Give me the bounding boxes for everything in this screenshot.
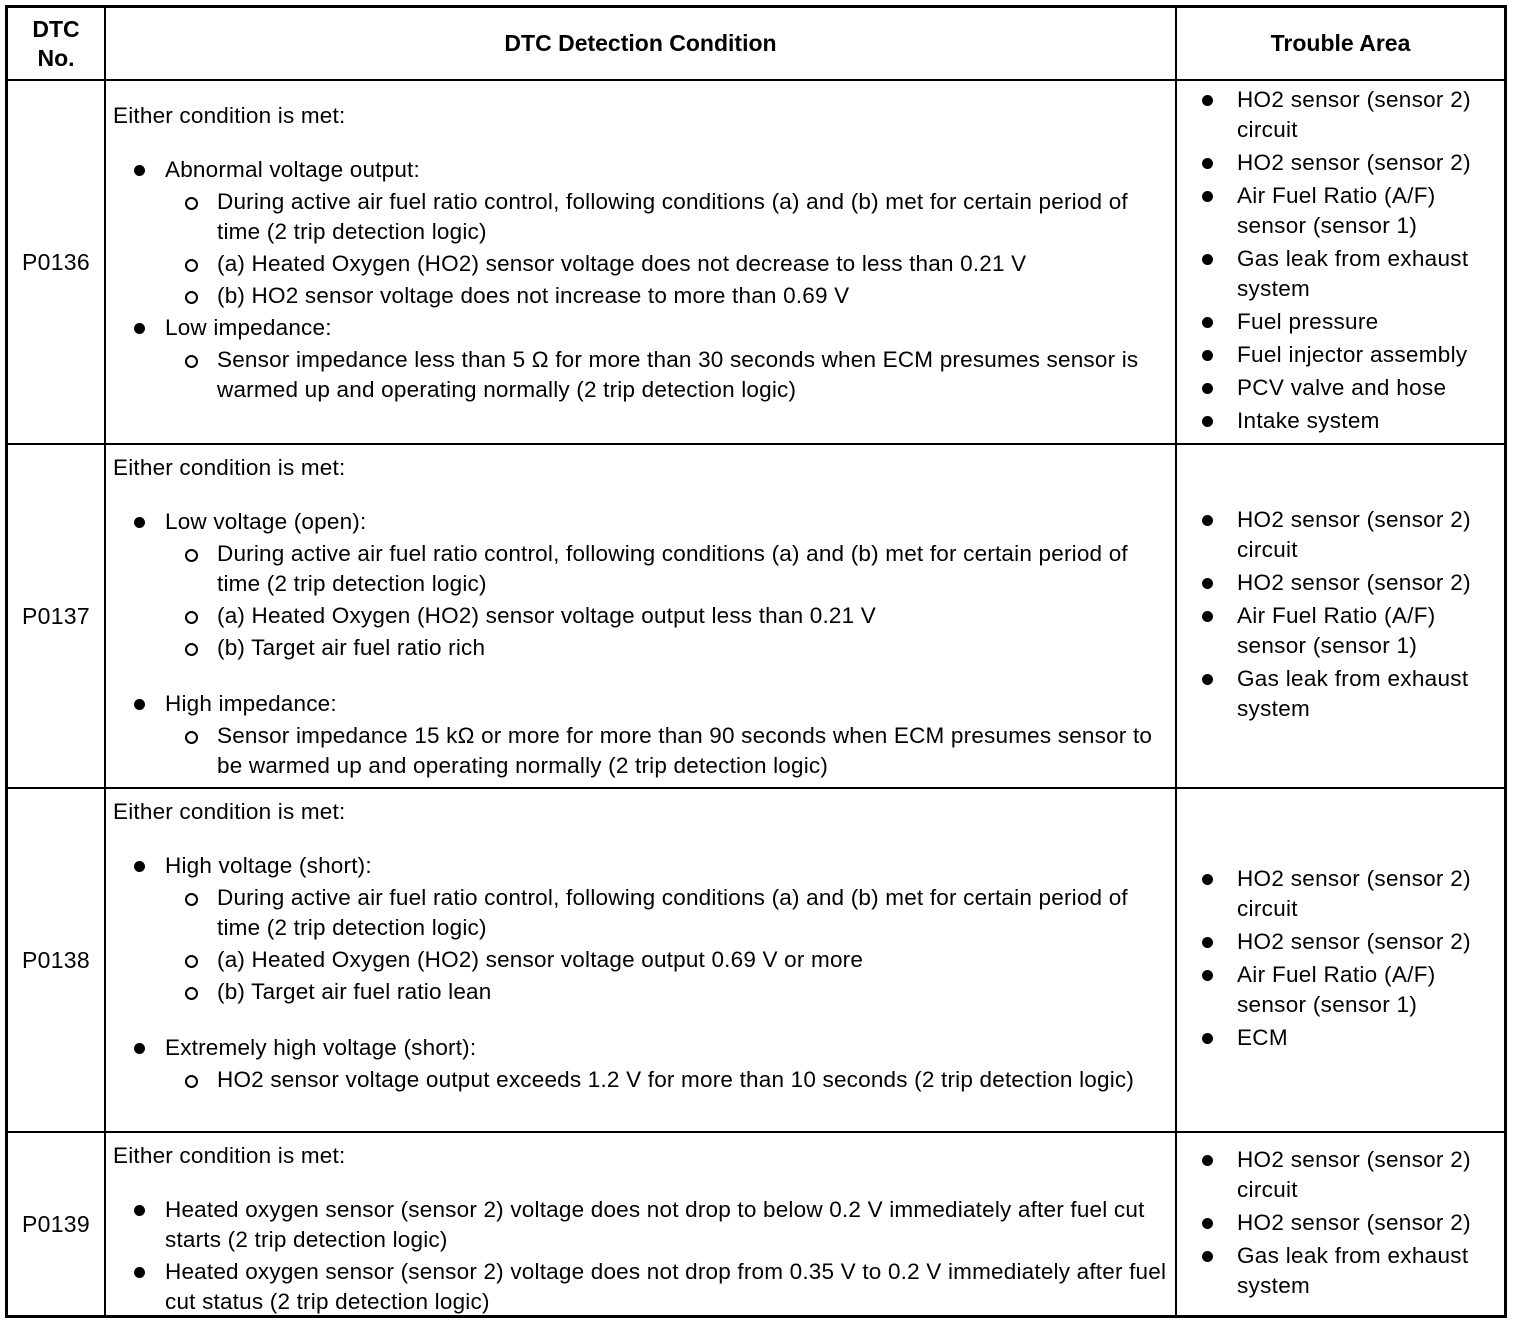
condition-cell (106, 1133, 1177, 1315)
condition-sub-bullet (113, 249, 1175, 279)
condition-sub-bullet-text: (b) Target air fuel ratio lean (217, 979, 492, 1004)
bullet-dot-icon (1202, 674, 1213, 685)
bullet-dot-icon (1202, 95, 1213, 106)
trouble-area-item (1200, 1241, 1504, 1301)
condition-sub-bullet-text: HO2 sensor voltage output exceeds 1.2 V for more than 10 seconds (2 trip detection logic) (217, 1067, 1135, 1092)
dtc-cell (8, 81, 106, 443)
condition-sub-bullet-text: Sensor impedance less than 5 Ω for more than 30 seconds when ECM presumes sensor is warmed up and operating normally (2 trip detection logic) (217, 347, 1139, 402)
bullet-dot-icon (134, 699, 145, 710)
condition-bullet (113, 689, 1175, 719)
table-row (8, 787, 1504, 1131)
bullet-dot-icon (1202, 1251, 1213, 1262)
trouble-area-item (1200, 1208, 1504, 1238)
condition-bullet-text: High impedance: (165, 691, 337, 716)
bullet-ring-icon (185, 643, 198, 656)
condition-header-label: DTC Detection Condition (504, 30, 777, 56)
condition-lead: Either condition is met: (113, 103, 346, 128)
bullet-dot-icon (1202, 515, 1213, 526)
trouble-area-item (1200, 85, 1504, 145)
trouble-area-header-label: Trouble Area (1270, 30, 1411, 56)
bullet-ring-icon (185, 355, 198, 368)
trouble-area-item (1200, 664, 1504, 724)
dtc-cell (8, 1133, 106, 1315)
trouble-area-item (1200, 568, 1504, 598)
condition-sub-bullet (113, 281, 1175, 311)
condition-bullet-text: Extremely high voltage (short): (165, 1035, 477, 1060)
condition-cell (106, 445, 1177, 787)
trouble-area-cell (1177, 81, 1504, 443)
condition-sub-bullet-text: (a) Heated Oxygen (HO2) sensor voltage output less than 0.21 V (217, 603, 877, 628)
condition-sub-bullet (113, 721, 1175, 781)
condition-bullet-text: Low impedance: (165, 315, 332, 340)
dtc-cell (8, 789, 106, 1131)
condition-cell (106, 789, 1177, 1131)
condition-sub-bullet (113, 945, 1175, 975)
bullet-dot-icon (134, 861, 145, 872)
table-row (8, 1131, 1504, 1315)
bullet-dot-icon (1202, 970, 1213, 981)
condition-bullet-text: High voltage (short): (165, 853, 372, 878)
condition-sub-bullet (113, 345, 1175, 405)
trouble-area-text: ECM (1237, 1025, 1288, 1050)
dtc-no-header-line2: No. (37, 44, 75, 71)
trouble-area-text: Gas leak from exhaust system (1237, 666, 1469, 721)
bullet-dot-icon (1202, 874, 1213, 885)
trouble-area-text: Air Fuel Ratio (A/F) sensor (sensor 1) (1237, 603, 1436, 658)
bullet-dot-icon (134, 517, 145, 528)
dtc-no-header-line1: DTC (32, 15, 80, 42)
bullet-dot-icon (1202, 350, 1213, 361)
bullet-ring-icon (185, 549, 198, 562)
trouble-area-item (1200, 340, 1504, 370)
trouble-area-text: HO2 sensor (sensor 2) (1237, 570, 1471, 595)
trouble-area-item (1200, 307, 1504, 337)
trouble-area-text: HO2 sensor (sensor 2) (1237, 929, 1471, 954)
condition-bullet (113, 851, 1175, 881)
bullet-ring-icon (185, 197, 198, 210)
condition-sub-bullet-text: (b) HO2 sensor voltage does not increase to more than 0.69 V (217, 283, 850, 308)
trouble-area-cell (1177, 1133, 1504, 1315)
trouble-area-text: Gas leak from exhaust system (1237, 246, 1469, 301)
trouble-area-text: Air Fuel Ratio (A/F) sensor (sensor 1) (1237, 962, 1436, 1017)
trouble-area-cell (1177, 445, 1504, 787)
trouble-area-item (1200, 505, 1504, 565)
bullet-ring-icon (185, 291, 198, 304)
condition-bullet-text: Low voltage (open): (165, 509, 367, 534)
trouble-area-item (1200, 864, 1504, 924)
bullet-dot-icon (1202, 254, 1213, 265)
trouble-area-item (1200, 1145, 1504, 1205)
trouble-area-text: HO2 sensor (sensor 2) circuit (1237, 87, 1471, 142)
dtc-no-header (8, 8, 106, 79)
bullet-ring-icon (185, 893, 198, 906)
bullet-ring-icon (185, 1075, 198, 1088)
trouble-area-text: Air Fuel Ratio (A/F) sensor (sensor 1) (1237, 183, 1436, 238)
condition-bullet (113, 507, 1175, 537)
bullet-dot-icon (1202, 1155, 1213, 1166)
condition-sub-bullet (113, 883, 1175, 943)
trouble-area-item (1200, 148, 1504, 178)
bullet-ring-icon (185, 731, 198, 744)
bullet-dot-icon (134, 165, 145, 176)
bullet-ring-icon (185, 955, 198, 968)
bullet-dot-icon (1202, 1218, 1213, 1229)
trouble-area-item (1200, 181, 1504, 241)
trouble-area-text: Fuel injector assembly (1237, 342, 1468, 367)
dtc-code: P0136 (21, 248, 90, 275)
dtc-code: P0138 (21, 946, 90, 973)
trouble-area-header (1177, 8, 1504, 79)
condition-sub-bullet-text: (a) Heated Oxygen (HO2) sensor voltage output 0.69 V or more (217, 947, 864, 972)
bullet-dot-icon (1202, 317, 1213, 328)
condition-sub-bullet (113, 1065, 1175, 1095)
bullet-dot-icon (1202, 611, 1213, 622)
trouble-area-text: Fuel pressure (1237, 309, 1379, 334)
bullet-dot-icon (134, 1205, 145, 1216)
trouble-area-item (1200, 373, 1504, 403)
condition-sub-bullet (113, 187, 1175, 247)
trouble-area-item (1200, 601, 1504, 661)
condition-sub-bullet-text: During active air fuel ratio control, following conditions (a) and (b) met for certain period of time (2 trip detection logic) (217, 541, 1128, 596)
trouble-area-item (1200, 960, 1504, 1020)
trouble-area-text: HO2 sensor (sensor 2) circuit (1237, 1146, 1471, 1202)
condition-bullet (113, 1033, 1175, 1063)
condition-sub-bullet-text: During active air fuel ratio control, following conditions (a) and (b) met for certain period of time (2 trip detection logic) (217, 189, 1128, 244)
condition-bullet (113, 155, 1175, 185)
bullet-dot-icon (1202, 191, 1213, 202)
dtc-code: P0137 (21, 602, 90, 629)
bullet-dot-icon (1202, 578, 1213, 589)
condition-sub-bullet (113, 977, 1175, 1007)
condition-bullet-text: Abnormal voltage output: (165, 157, 420, 182)
condition-bullet (113, 1195, 1175, 1255)
dtc-table (5, 5, 1507, 1318)
table-row (8, 443, 1504, 787)
condition-cell (106, 81, 1177, 443)
condition-sub-bullet-text: (b) Target air fuel ratio rich (217, 635, 486, 660)
trouble-area-item (1200, 244, 1504, 304)
bullet-dot-icon (1202, 1033, 1213, 1044)
trouble-area-text: HO2 sensor (sensor 2) circuit (1237, 507, 1471, 562)
condition-sub-bullet-text: Sensor impedance 15 kΩ or more for more than 90 seconds when ECM presumes sensor to be warmed up and operating normally (2 trip detection logic) (217, 723, 1153, 778)
bullet-dot-icon (134, 323, 145, 334)
bullet-dot-icon (134, 1043, 145, 1054)
condition-sub-bullet-text: (a) Heated Oxygen (HO2) sensor voltage does not decrease to less than 0.21 V (217, 251, 1027, 276)
trouble-area-text: HO2 sensor (sensor 2) (1237, 1209, 1471, 1235)
condition-sub-bullet (113, 539, 1175, 599)
condition-lead: Either condition is met: (113, 799, 346, 824)
bullet-ring-icon (185, 259, 198, 272)
trouble-area-item (1200, 1023, 1504, 1053)
table-row (8, 79, 1504, 443)
condition-lead: Either condition is met: (113, 1143, 346, 1168)
condition-bullet-text: Heated oxygen sensor (sensor 2) voltage does not drop from 0.35 V to 0.2 V immediately after fuel cut status (2 trip detection logic) (165, 1259, 1167, 1314)
condition-bullet (113, 313, 1175, 343)
trouble-area-cell (1177, 789, 1504, 1131)
condition-sub-bullet (113, 601, 1175, 631)
trouble-area-text: HO2 sensor (sensor 2) (1237, 150, 1471, 175)
condition-bullet (113, 1257, 1175, 1317)
condition-header (106, 8, 1177, 79)
condition-sub-bullet (113, 633, 1175, 663)
bullet-dot-icon (1202, 383, 1213, 394)
bullet-ring-icon (185, 987, 198, 1000)
condition-bullet-text: Heated oxygen sensor (sensor 2) voltage does not drop to below 0.2 V immediately after fuel cut starts (2 trip detection logic) (165, 1197, 1145, 1252)
bullet-ring-icon (185, 611, 198, 624)
bullet-dot-icon (1202, 158, 1213, 169)
trouble-area-item (1200, 927, 1504, 957)
dtc-cell (8, 445, 106, 787)
trouble-area-text: Intake system (1237, 408, 1380, 433)
bullet-dot-icon (134, 1267, 145, 1278)
condition-sub-bullet-text: During active air fuel ratio control, following conditions (a) and (b) met for certain period of time (2 trip detection logic) (217, 885, 1128, 940)
dtc-code: P0139 (21, 1210, 90, 1237)
trouble-area-text: PCV valve and hose (1237, 375, 1447, 400)
trouble-area-text: Gas leak from exhaust system (1237, 1242, 1469, 1298)
bullet-dot-icon (1202, 416, 1213, 427)
trouble-area-item (1200, 406, 1504, 436)
condition-lead: Either condition is met: (113, 455, 346, 480)
bullet-dot-icon (1202, 937, 1213, 948)
trouble-area-text: HO2 sensor (sensor 2) circuit (1237, 866, 1471, 921)
table-header-row (8, 8, 1504, 79)
